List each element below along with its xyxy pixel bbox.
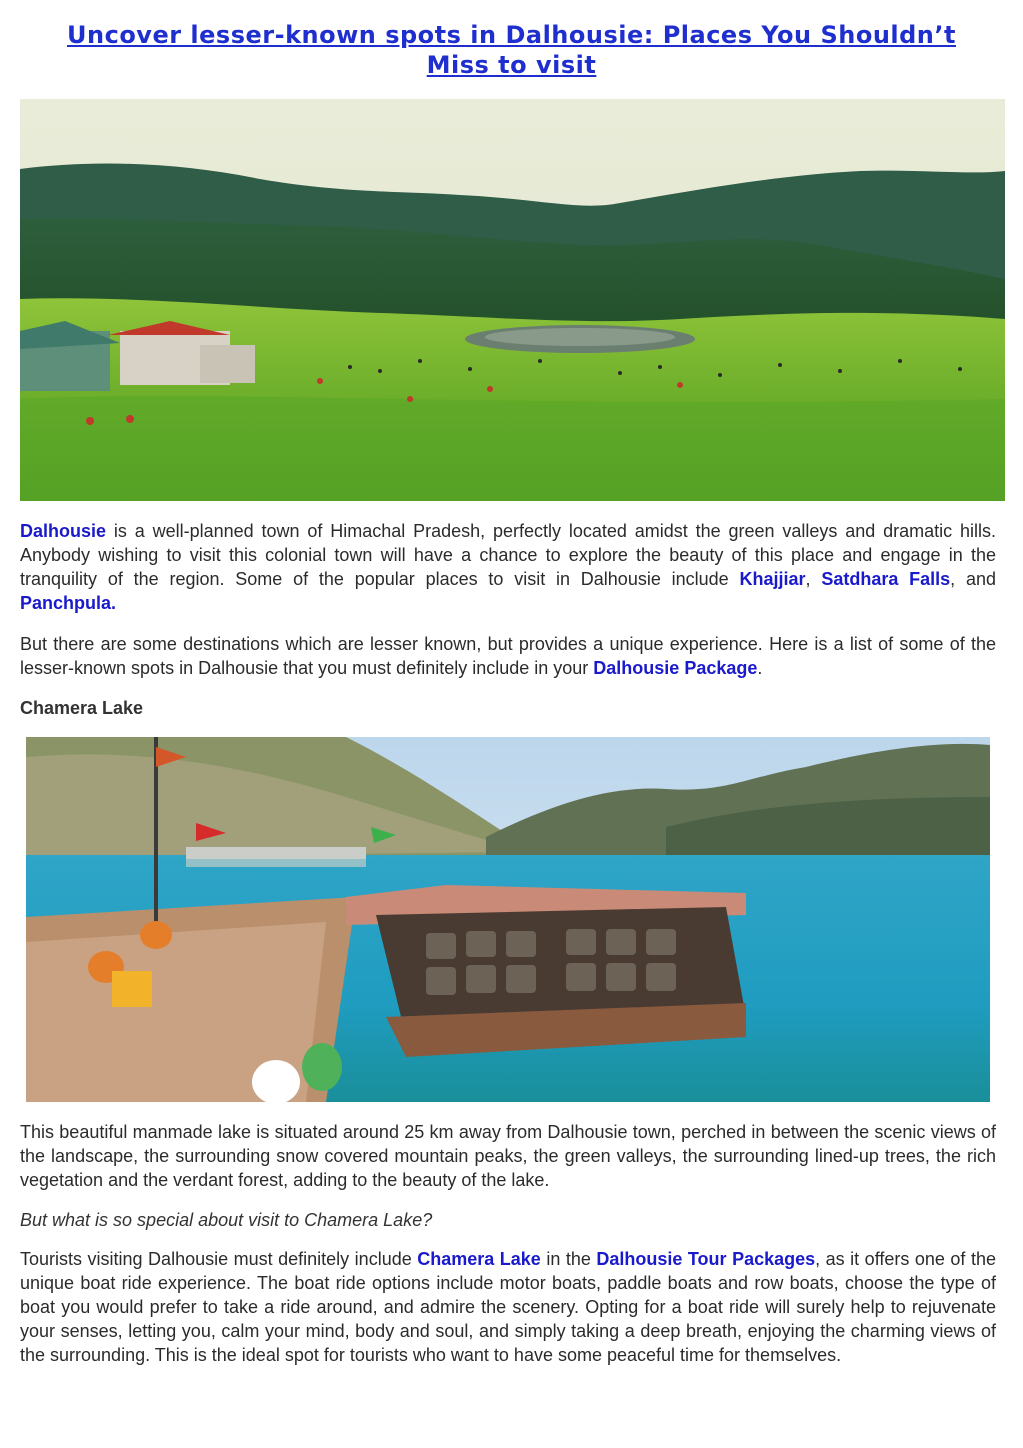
lake-description-paragraph: This beautiful manmade lake is situated around 25 km away from Dalhousie town, perched in between the scenic views of the landscape, the surrounding snow covered mountain peaks, the green valleys, the surrounding lined-up trees, the rich vegetation and the verdant forest, adding to the beauty of the lake. bbox=[20, 1122, 996, 1190]
chamera-lake-heading: Chamera Lake bbox=[20, 698, 144, 718]
title-line-1: Uncover lesser-known spots in Dalhousie: Places You Shouldn’t bbox=[67, 21, 956, 49]
question-line: But what is so special about visit to Chamera Lake? bbox=[20, 1210, 433, 1230]
intro-paragraph bbox=[20, 519, 996, 615]
panchpula-link[interactable]: Panchpula. bbox=[20, 593, 117, 613]
boat-ride-text-1: Tourists visiting Dalhousie must definitely include bbox=[20, 1249, 418, 1269]
title-link[interactable] bbox=[67, 21, 956, 79]
period: . bbox=[757, 658, 763, 678]
title-line-2: Miss to visit bbox=[426, 51, 597, 79]
intro-separator-2: , and bbox=[950, 569, 996, 589]
page-title[interactable] bbox=[20, 20, 1003, 80]
intro-text: is a well-planned town of Himachal Pradesh, perfectly located amidst the green valleys and dramatic hills. Anybody wishing to visit this colonial town will have a chance to explore the beauty of this place and engage in the tranquility of the region. Some of the popular places to visit in Dalhousie include bbox=[20, 521, 996, 589]
lesser-known-text: But there are some destinations which are lesser known, but provides a unique experience. Here is a list of some of the lesser-known spots in Dalhousie that you must definitely include in your bbox=[20, 634, 996, 678]
dalhousie-package-link[interactable]: Dalhousie Package bbox=[593, 658, 758, 678]
intro-separator-1: , bbox=[805, 569, 822, 589]
satdhara-falls-link[interactable]: Satdhara Falls bbox=[821, 569, 951, 589]
khajjiar-link[interactable]: Khajjiar bbox=[739, 569, 806, 589]
boat-ride-text-3: , as it offers one of the unique boat ride experience. The boat ride options include motor boats, paddle boats and row boats, choose the type of boat you would prefer to take a ride around, and admire the scenery. Opting for a boat ride will surely help to rejuvenate your senses, letting you, calm your mind, body and soul, and simply taking a deep breath, enjoying the charming views of the surrounding. This is the ideal spot for tourists who want to have some peaceful time for themselves. bbox=[20, 1249, 996, 1365]
boat-ride-text-2: in the bbox=[540, 1249, 597, 1269]
dalhousie-link[interactable]: Dalhousie bbox=[20, 521, 107, 541]
chamera-lake-link[interactable]: Chamera Lake bbox=[417, 1249, 541, 1269]
chamera-lake-photo bbox=[26, 737, 990, 1102]
meadow-photo bbox=[20, 99, 1005, 501]
lesser-known-paragraph bbox=[20, 632, 996, 680]
boat-ride-paragraph bbox=[20, 1247, 996, 1367]
dalhousie-tour-packages-link[interactable]: Dalhousie Tour Packages bbox=[596, 1249, 816, 1269]
